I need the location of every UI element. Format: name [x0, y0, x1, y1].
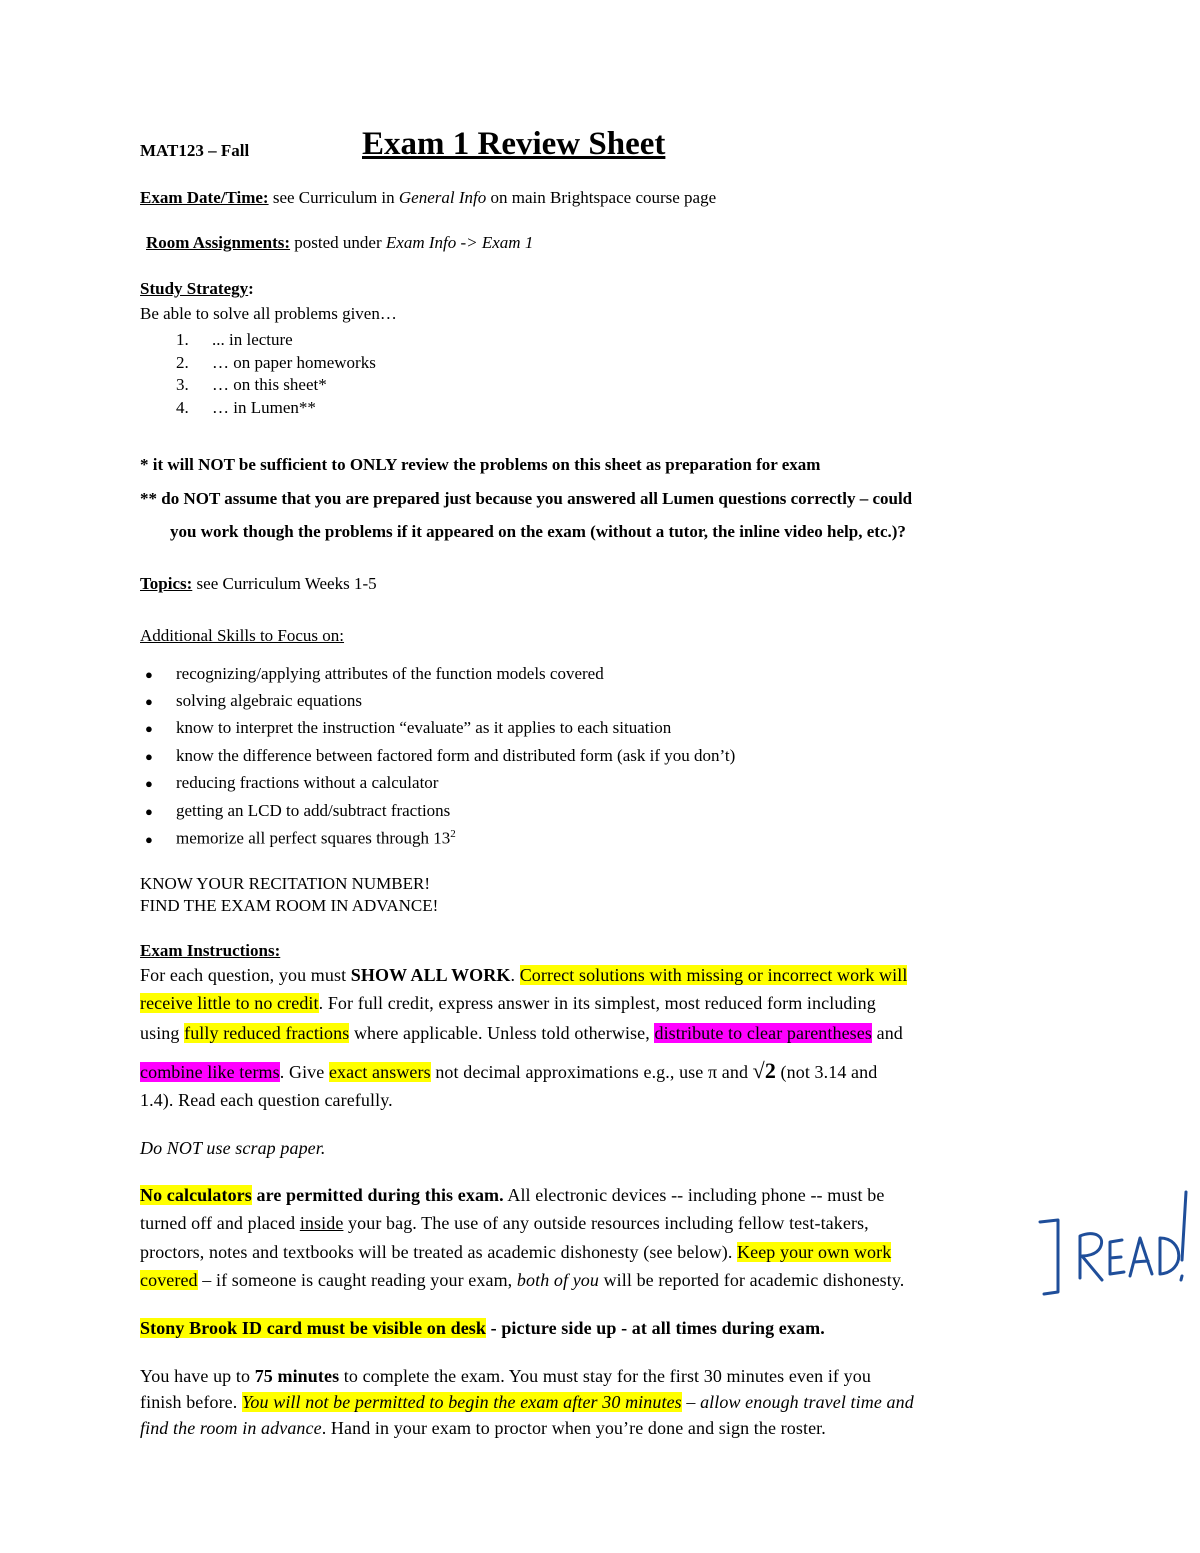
list-item: ● reducing fractions without a calculator [145, 773, 439, 792]
handwritten-read-annotation [1036, 1180, 1200, 1310]
bullet-icon: ● [145, 804, 153, 819]
id-card-line: Stony Brook ID card must be visible on desk - picture side up - at all times during exam. [140, 1318, 825, 1338]
bullet-icon: ● [145, 749, 153, 764]
bullet-icon: ● [145, 667, 153, 682]
list-item: ● getting an LCD to add/subtract fractions [145, 801, 451, 820]
note-double-star-1: ** do NOT assume that you are prepared just because you answered all Lumen questions correctly – could [140, 489, 913, 508]
time-limit-line: find the room in advance. Hand in your exam to proctor when you’re done and sign the roster. [140, 1418, 826, 1438]
calculators-line: No calculators are permitted during this exam. All electronic devices -- including phone -- must be [140, 1185, 885, 1205]
bullet-icon: ● [145, 776, 153, 791]
instructions-line: 1.4). Read each question carefully. [140, 1090, 393, 1110]
instructions-line: using fully reduced fractions where applicable. Unless told otherwise, distribute to clear parentheses and [140, 1023, 903, 1043]
room-assignments-label: Room Assignments: [146, 233, 291, 252]
scrap-paper-note: Do NOT use scrap paper. [140, 1138, 326, 1158]
instructions-line: receive little to no credit. For full credit, express answer in its simplest, most reduced form including [140, 993, 876, 1013]
svg-text:READ!: READ! [1096, 1306, 1100, 1307]
note-double-star-2: you work though the problems if it appeared on the exam (without a tutor, the inline video help, etc.)? [170, 522, 906, 541]
bullet-icon: ● [145, 831, 153, 847]
room-assignments-line: Room Assignments: posted under Exam Info -> Exam 1 [146, 233, 534, 252]
bullet-icon: ● [145, 721, 153, 736]
list-item: ● know to interpret the instruction “evaluate” as it applies to each situation [145, 718, 672, 737]
bracket-icon [1040, 1220, 1058, 1294]
topics-line: Topics: see Curriculum Weeks 1-5 [140, 574, 377, 593]
list-item: ● know the difference between factored form and distributed form (ask if you don’t) [145, 746, 736, 765]
exam-date-label: Exam Date/Time: [140, 188, 269, 207]
calculators-line: turned off and placed inside your bag. The use of any outside resources including fellow test-takers, [140, 1213, 869, 1233]
skills-heading: Additional Skills to Focus on: [140, 626, 345, 645]
exam-date-line: Exam Date/Time: see Curriculum in General Info on main Brightspace course page [140, 188, 717, 207]
time-limit-line: finish before. You will not be permitted to begin the exam after 30 minutes – allow enough travel time and [140, 1392, 914, 1412]
study-intro: Be able to solve all problems given… [140, 304, 397, 323]
instructions-heading: Exam Instructions: [140, 941, 281, 960]
bullet-icon: ● [145, 694, 153, 709]
course-label: MAT123 – Fall [140, 141, 250, 160]
list-item: ● solving algebraic equations [145, 691, 363, 710]
page-title: Exam 1 Review Sheet [362, 126, 666, 162]
instructions-line: combine like terms. Give exact answers not decimal approximations e.g., use π and √2 (not 3.14 and [140, 1058, 878, 1083]
list-item: ● recognizing/applying attributes of the function models covered [145, 664, 604, 683]
sqrt-two: √2 [752, 1058, 776, 1083]
study-strategy-heading: Study Strategy: [140, 279, 254, 298]
list-item: 2. … on paper homeworks [176, 353, 376, 372]
list-item: 4. … in Lumen** [176, 398, 316, 417]
calculators-line: proctors, notes and textbooks will be treated as academic dishonesty (see below). Keep your own work [140, 1242, 892, 1262]
calculators-line: covered – if someone is caught reading your exam, both of you will be reported for academic dishonesty. [140, 1270, 905, 1290]
reminder-exam-room: FIND THE EXAM ROOM IN ADVANCE! [140, 896, 439, 915]
time-limit-line: You have up to 75 minutes to complete the exam. You must stay for the first 30 minutes even if you [140, 1366, 871, 1386]
list-item: 1. ... in lecture [176, 330, 293, 349]
topics-label: Topics: [140, 574, 193, 593]
note-single-star: * it will NOT be sufficient to ONLY review the problems on this sheet as preparation for exam [140, 455, 821, 474]
list-item: ● memorize all perfect squares through $13^2$ [145, 828, 456, 848]
instructions-line: For each question, you must SHOW ALL WORK. Correct solutions with missing or incorrect work will [140, 965, 908, 985]
reminder-recitation: KNOW YOUR RECITATION NUMBER! [140, 874, 430, 893]
list-item: 3. … on this sheet* [176, 375, 327, 394]
